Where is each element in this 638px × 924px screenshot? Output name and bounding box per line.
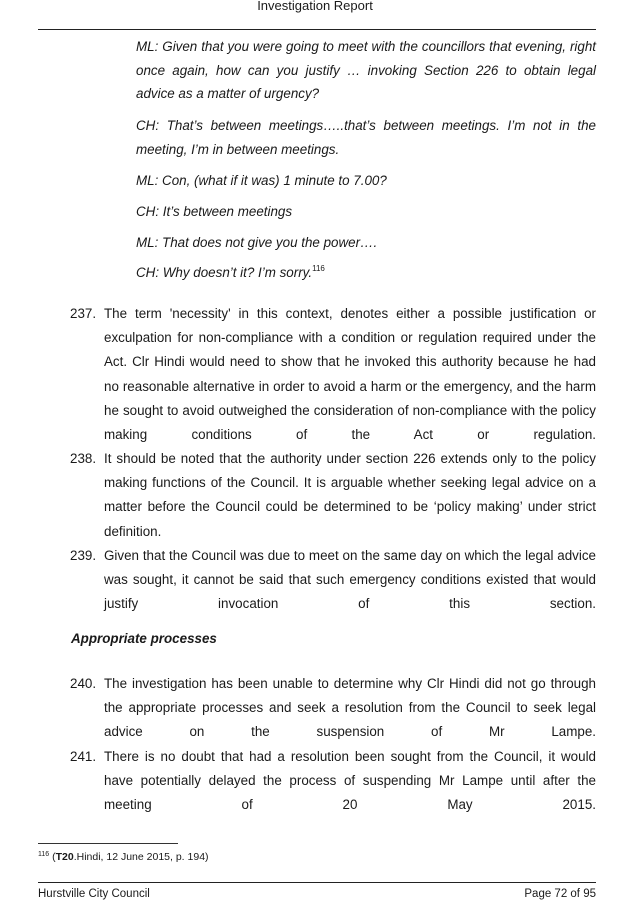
header-title: Investigation Report [257,0,373,13]
header-divider [38,29,596,30]
paragraph-text: The term 'necessity' in this context, denotes either a possible justification or exculpation for non-compliance with a condition or regulation required under the Act. Clr Hindi would need to show that he invoked this authority because he had no reasonable alternative in order to avoid a harm or the emergency, and the harm he sought to avoid outweighed the consideration of non-compliance with the policy making conditions of the Act or regulation. [104,306,596,443]
footnote [38,851,209,863]
footnote-reference: 116 [312,264,325,273]
footnote-source: T20 [55,851,74,863]
paragraph-number: 239. [70,548,97,563]
numbered-paragraph [70,544,596,641]
interview-quote: CH: That’s between meetings…..that’s between meetings. I’m not in the meeting, I’m in between meetings. [136,118,596,157]
interview-quote: ML: That does not give you the power…. [136,235,378,250]
paragraph-text: The investigation has been unable to determine why Clr Hindi did not go through the appropriate processes and seek a resolution from the Council to seek legal advice on the suspension of Mr Lampe. [104,676,596,740]
section-heading: Appropriate processes [71,631,217,646]
footnote-citation: .Hindi, 12 June 2015, p. 194) [73,851,209,863]
paragraph-number: 238. [70,451,97,466]
paragraph-text: It should be noted that the authority under section 226 extends only to the policy making functions of the Council. It is arguable whether seeking legal advice on a matter before the Council could be determined to be ‘policy making’ under strict definition. [104,451,596,539]
quote-text: CH: Why doesn’t it? I’m sorry. [136,265,313,280]
paragraph-number: 241. [70,749,97,764]
footnote-open: ( [52,851,56,863]
paragraph-number: 237. [70,306,97,321]
interview-quote: ML: Given that you were going to meet with the councillors that evening, right once again, how can you justify … invoking Section 226 to obtain legal advice as a matter of urgency? [136,39,596,101]
paragraph-number: 240. [70,676,97,691]
footnote-number: 116 [38,851,50,858]
footer-organization: Hurstville City Council [38,888,150,900]
interview-quote: ML: Con, (what if it was) 1 minute to 7.00? [136,173,387,188]
paragraph-text: Given that the Council was due to meet on the same day on which the legal advice was sought, it cannot be said that such emergency conditions existed that would justify invocation of this section. [104,548,596,612]
numbered-paragraph [70,745,596,842]
interview-quote: CH: It’s between meetings [136,204,293,219]
interview-quote-last [136,261,596,285]
footer-divider [38,882,596,883]
footnote-divider [38,843,178,844]
numbered-paragraph [70,302,596,471]
paragraph-text: There is no doubt that had a resolution been sought from the Council, it would have potentially delayed the process of suspending Mr Lampe until after the meeting of 20 May 2015. [104,749,596,813]
page-number: Page 72 of 95 [524,888,596,900]
